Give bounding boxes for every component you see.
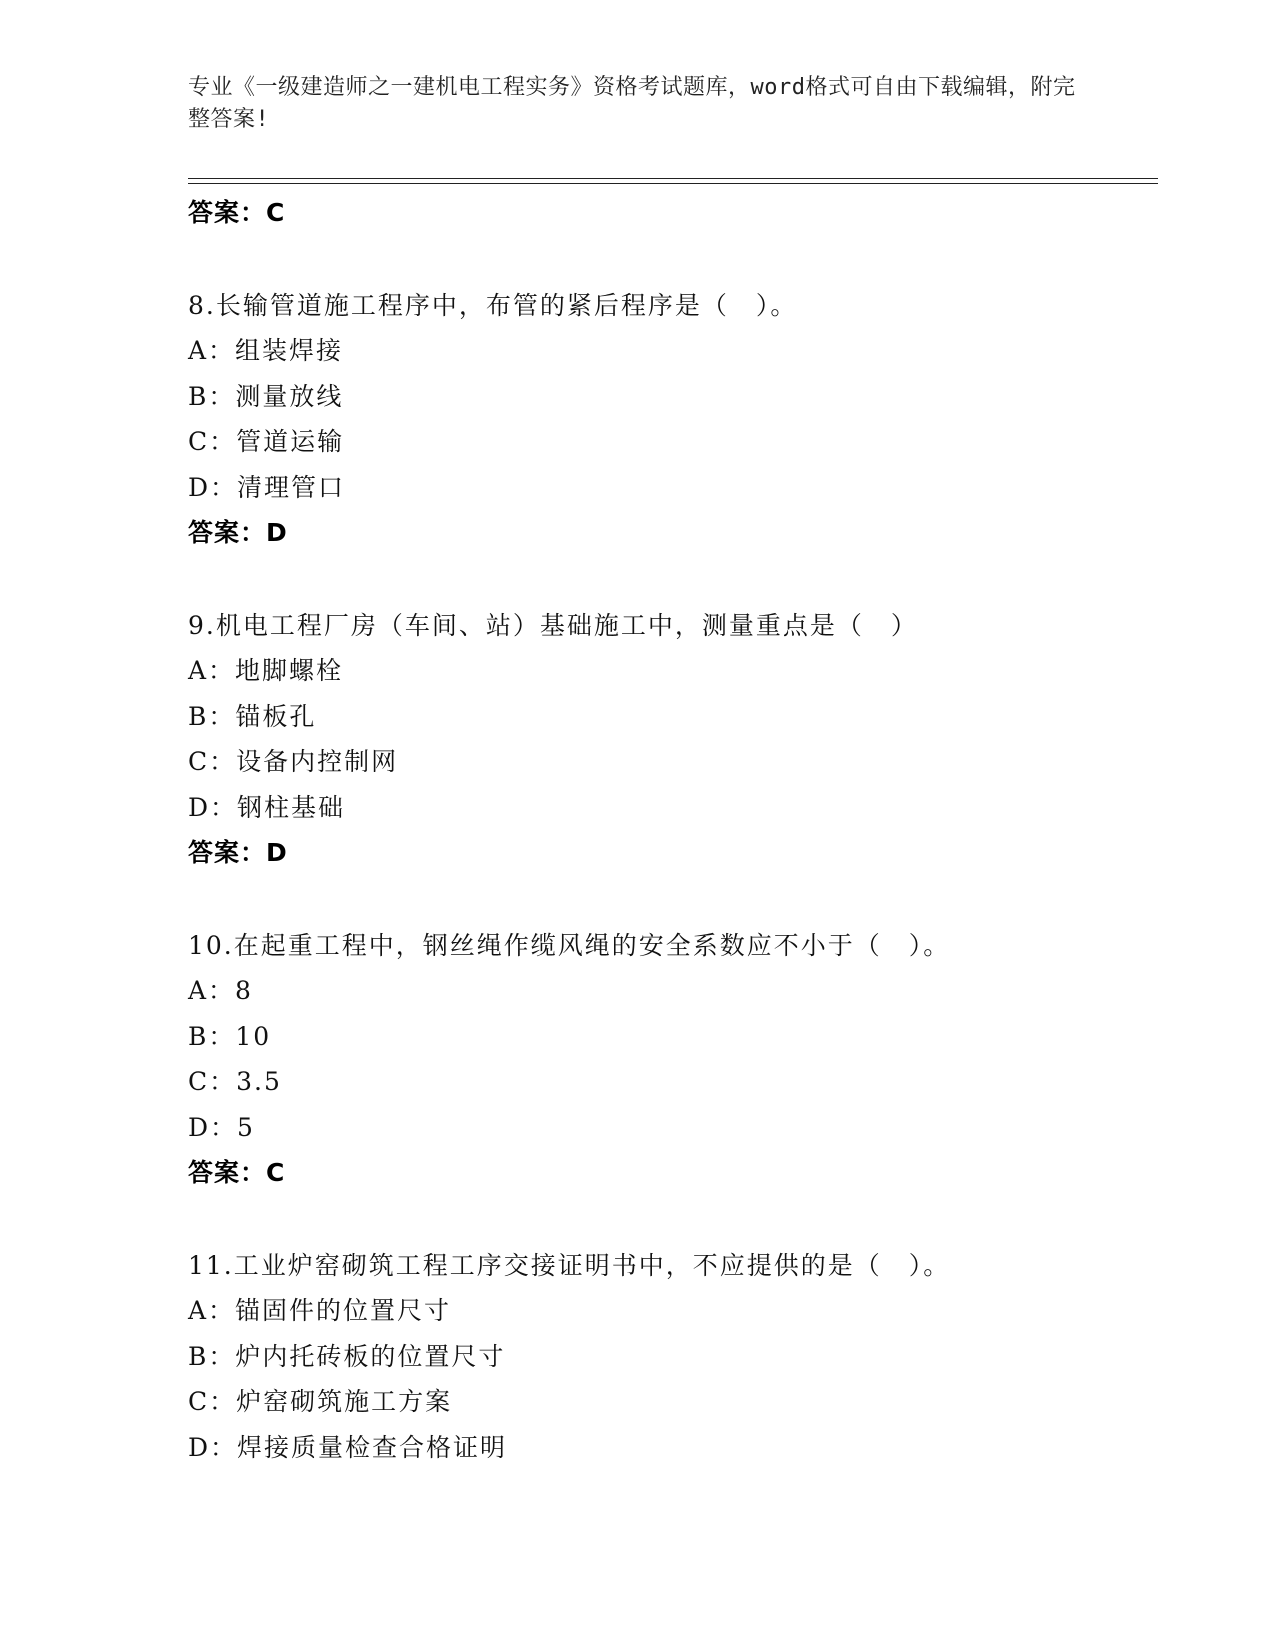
question-8 <box>188 283 1148 556</box>
option-a: A：8 <box>188 976 253 1005</box>
option-a: A：地脚螺栓 <box>188 656 344 685</box>
question-title: 9.机电工程厂房（车间、站）基础施工中，测量重点是（ ） <box>188 610 918 640</box>
answer-line: 答案：D <box>188 518 288 547</box>
header-divider-thick <box>188 178 1158 179</box>
option-d: D：钢柱基础 <box>188 792 346 822</box>
option-d: D：5 <box>188 1112 255 1142</box>
option-c: C：管道运输 <box>188 427 345 456</box>
question-11 <box>188 1243 1148 1471</box>
option-d: D：焊接质量检查合格证明 <box>188 1432 508 1462</box>
previous-answer: 答案：C <box>188 198 286 227</box>
option-b: B：锚板孔 <box>188 701 317 731</box>
option-b: B：测量放线 <box>188 381 344 411</box>
question-title: 10.在起重工程中，钢丝绳作缆风绳的安全系数应不小于（ ）。 <box>188 930 951 960</box>
answer-line: 答案：D <box>188 838 288 867</box>
question-title: 8.长输管道施工程序中，布管的紧后程序是（ ）。 <box>188 290 798 320</box>
option-c: C：设备内控制网 <box>188 747 399 776</box>
option-a: A：组装焊接 <box>188 336 344 365</box>
option-c: C：炉窑砌筑施工方案 <box>188 1387 453 1416</box>
answer-line: 答案：C <box>188 1158 286 1187</box>
option-c: C：3.5 <box>188 1067 282 1096</box>
option-d: D：清理管口 <box>188 472 346 502</box>
page-header: 专业《一级建造师之一建机电工程实务》资格考试题库，word格式可自由下载编辑，附完整答案! <box>188 75 1076 132</box>
option-b: B：炉内托砖板的位置尺寸 <box>188 1341 506 1371</box>
question-list <box>188 190 1148 1470</box>
header-divider-thin <box>188 183 1158 184</box>
question-title: 11.工业炉窑砌筑工程工序交接证明书中，不应提供的是（ ）。 <box>188 1250 951 1280</box>
question-9 <box>188 603 1148 876</box>
question-10 <box>188 923 1148 1196</box>
option-a: A：锚固件的位置尺寸 <box>188 1296 452 1325</box>
option-b: B：10 <box>188 1021 272 1051</box>
